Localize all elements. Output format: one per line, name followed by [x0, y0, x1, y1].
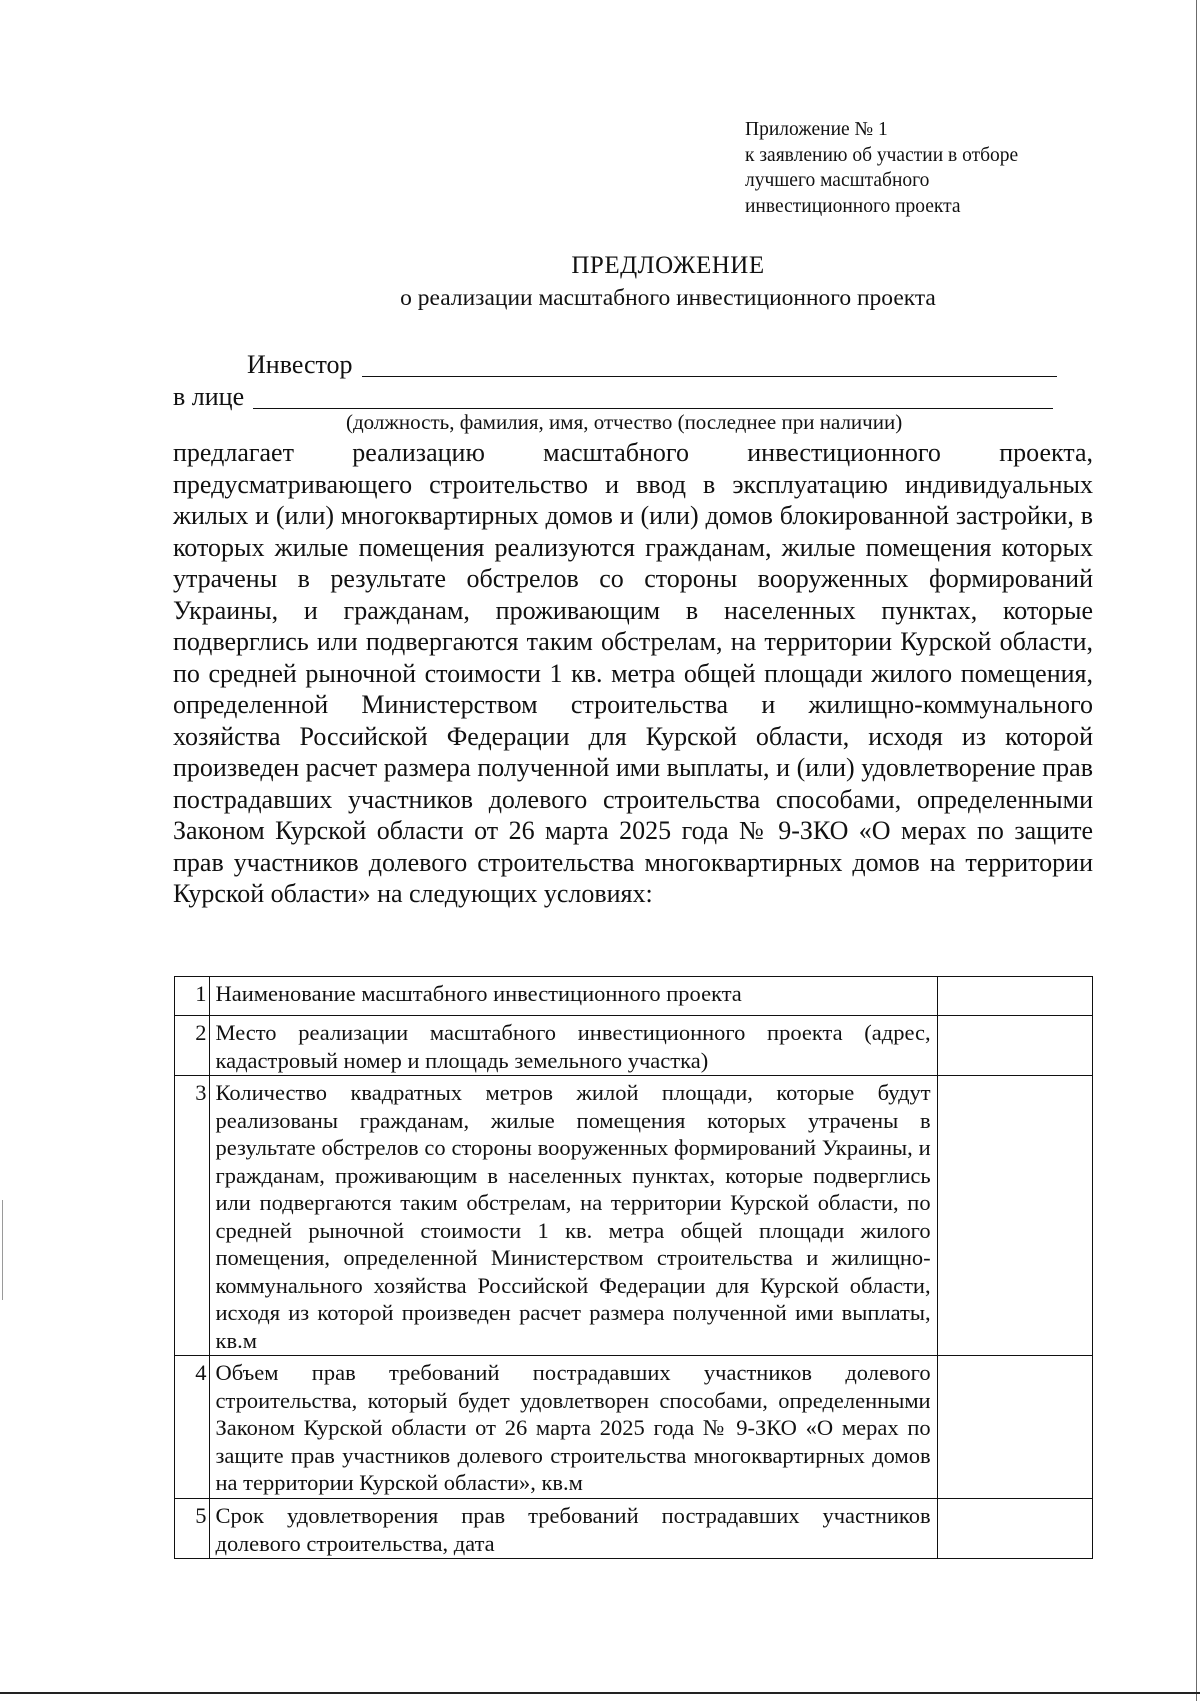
investor-input-line[interactable]	[362, 376, 1057, 377]
row-value-cell[interactable]	[937, 1499, 1092, 1559]
row-description: Количество квадратных метров жилой площади, которые будут реализованы гражданам, жилые помещения которых утрачены в результате обстрелов со стороны вооруженных формирований Украины, и гражданам, проживающим в населенных пунктах, которые подверглись или подвергаются таким обстрелам, на территории Курской области, по средней рыночной стоимости 1 кв. метра общей площади жилого помещения, определенной Министерством строительства и жилищно-коммунального хозяйства Российской Федерации для Курской области, исходя из которой произведен расчет размера полученной ими выплаты, кв.м	[209, 1076, 937, 1356]
row-number: 3	[175, 1076, 210, 1356]
appendix-line: к заявлению об участии в отборе	[745, 144, 1019, 166]
scan-edge-left	[2, 1200, 3, 1300]
row-value-cell[interactable]	[937, 1076, 1092, 1356]
representative-input-line[interactable]	[253, 408, 1053, 409]
row-description: Место реализации масштабного инвестиционного проекта (адрес, кадастровый номер и площадь земельного участка)	[209, 1016, 937, 1076]
table-row	[175, 977, 1093, 1016]
investor-label: Инвестор	[247, 350, 353, 379]
document-subtitle: о реализации масштабного инвестиционного проекта	[400, 285, 936, 311]
table-row	[175, 1076, 1093, 1356]
representative-label: в лице	[173, 382, 245, 411]
document-title: ПРЕДЛОЖЕНИЕ	[571, 252, 765, 279]
table-row	[175, 1356, 1093, 1499]
row-description: Наименование масштабного инвестиционного проекта	[209, 977, 937, 1016]
appendix-note	[745, 117, 1075, 219]
row-value-cell[interactable]	[937, 1356, 1092, 1499]
scan-edge-bottom	[0, 1692, 1200, 1694]
appendix-line: инвестиционного проекта	[745, 195, 961, 217]
body-paragraph: предлагает реализацию масштабного инвестиционного проекта, предусматривающего строительство и ввод в эксплуатацию индивидуальных жилых и (или) многоквартирных домов и (или) домов блокированной застройки, в которых жилые помещения реализуются гражданам, жилые помещения которых утрачены в результате обстрелов со стороны вооруженных формирований Украины, и гражданам, проживающим в населенных пунктах, которые подверглись или подвергаются таким обстрелам, на территории Курской области, по средней рыночной стоимости 1 кв. метра общей площади жилого помещения, определенной Министерством строительства и жилищно-коммунального хозяйства Российской Федерации для Курской области, исходя из которой произведен расчет размера полученной ими выплаты, и (или) удовлетворение прав пострадавших участников долевого строительства способами, определенными Законом Курской области от 26 марта 2025 года № 9-ЗКО «О мерах по защите прав участников долевого строительства многоквартирных домов на территории Курской области» на следующих условиях:	[173, 438, 1093, 908]
appendix-line: лучшего масштабного	[745, 170, 930, 191]
row-value-cell[interactable]	[937, 977, 1092, 1016]
row-number: 2	[175, 1016, 210, 1076]
table-row	[175, 1016, 1093, 1076]
table-row	[175, 1499, 1093, 1559]
row-number: 4	[175, 1356, 210, 1499]
row-number: 1	[175, 977, 210, 1016]
appendix-line: Приложение № 1	[745, 119, 888, 140]
representative-hint: (должность, фамилия, имя, отчество (последнее при наличии)	[346, 410, 903, 434]
row-description: Объем прав требований пострадавших участников долевого строительства, который будет удовлетворен способами, определенными Законом Курской области от 26 марта 2025 года № 9-ЗКО «О мерах по защите прав участников долевого строительства многоквартирных домов на территории Курской области», кв.м	[209, 1356, 937, 1499]
row-description: Срок удовлетворения прав требований пострадавших участников долевого строительства, дата	[209, 1499, 937, 1559]
row-value-cell[interactable]	[937, 1016, 1092, 1076]
investor-field	[247, 350, 1067, 382]
row-number: 5	[175, 1499, 210, 1559]
conditions-table	[174, 976, 1093, 1559]
